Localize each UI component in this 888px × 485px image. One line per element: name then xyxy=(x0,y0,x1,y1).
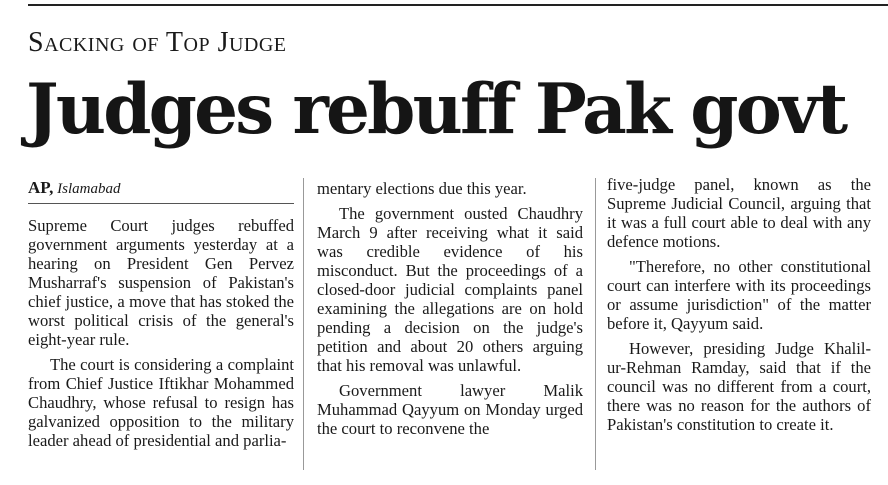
paragraph: mentary elections due this year. xyxy=(317,179,527,198)
paragraph: The government ousted Chaudhry March 9 after receiving what it said was credible evidence of his misconduct. But the proceedings of a closed-door judicial complaints panel examining the allegations are on hold pending a decision on the judge's petition and about 20 others arguing that his removal was unlawful. xyxy=(317,204,583,375)
paragraph: Supreme Court judges rebuffed government arguments yesterday at a hearing on President Gen Pervez Musharraf's suspension of Pakistan's chief justice, a move that has stoked the worst political crisis of the general's eight-year rule. xyxy=(28,216,294,349)
top-rule xyxy=(28,4,888,6)
byline-city: Islamabad xyxy=(57,181,121,197)
byline xyxy=(28,178,294,199)
kicker: Sacking of Top Judge xyxy=(28,27,287,58)
paragraph: five-judge panel, known as the Supreme Judicial Council, arguing that it was a full court able to deal with any defence motions. xyxy=(607,175,871,251)
paragraph: However, presiding Judge Khalil-ur-Rehman Ramday, said that if the council was no different from a court, there was no reason for the authors of Pakistan's constitution to create it. xyxy=(607,339,871,434)
article-column-2 xyxy=(317,179,583,444)
article-column-1 xyxy=(28,178,294,456)
headline: Judges rebuff Pak govt xyxy=(26,69,846,150)
column-divider xyxy=(595,178,596,470)
paragraph: The court is considering a complaint from Chief Justice Iftikhar Mohammed Chaudhry, whose refusal to resign has galvanized opposition to the military leader ahead of presidential and parlia- xyxy=(28,355,294,450)
column-divider xyxy=(303,178,304,470)
paragraph: Government lawyer Malik Muhammad Qayyum on Monday urged the court to reconvene the xyxy=(317,381,583,438)
byline-agency: AP, xyxy=(28,178,54,197)
article-column-3 xyxy=(607,175,871,440)
byline-rule xyxy=(28,203,294,204)
paragraph: "Therefore, no other constitutional court can interfere with its proceedings or assume jurisdiction" of the matter before it, Qayyum said. xyxy=(607,257,871,333)
